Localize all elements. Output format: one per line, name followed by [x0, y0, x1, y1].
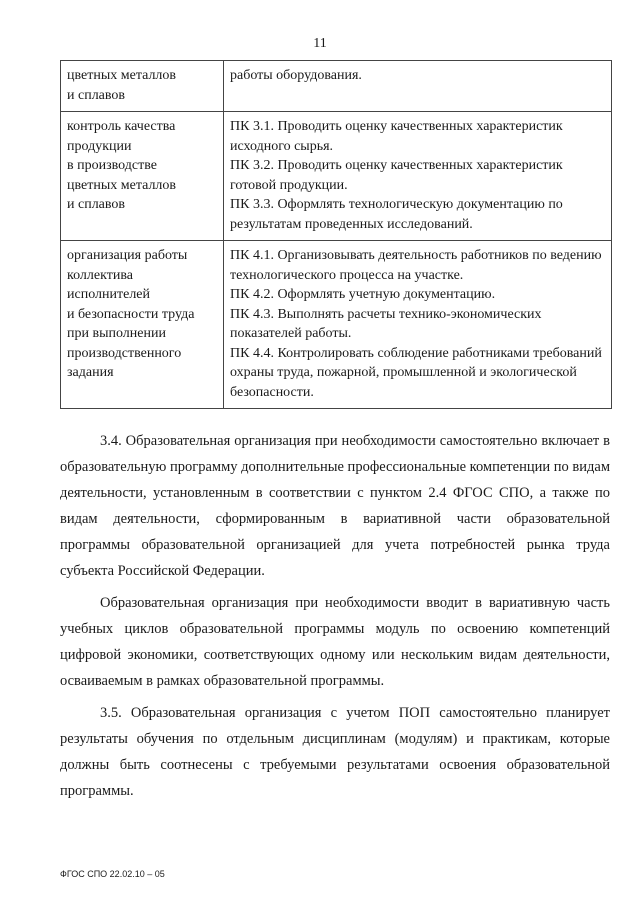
paragraph-text: 3.4. Образовательная организация при необходимости самостоятельно включает в образовательную программу дополнительные профессиональные компетенции по видам деятельности, установленным в соответствии с пунктом 2.4 ФГОС СПО, а также по видам деятельности, сформированным в вариативной части образовательной программы образовательной организацией для учета потребностей рынка труда субъекта Российской Федерации.	[60, 433, 610, 579]
competency-item: работы оборудования.	[230, 68, 362, 83]
table-row	[61, 241, 612, 409]
area-line: коллектива	[67, 267, 133, 283]
area-line: контроль качества	[67, 119, 176, 134]
area-line: организация работы	[67, 248, 188, 263]
paragraph-text: Образовательная организация при необходимости вводит в вариативную часть учебных циклов образовательной программы модуль по освоению компетенций цифровой экономики, соответствующих одному или нескольким видам деятельности, осваиваемым в рамках образовательной программы.	[60, 595, 610, 689]
body-text	[60, 428, 610, 810]
competency-item: ПК 3.2. Проводить оценку качественных характеристик готовой продукции.	[230, 158, 563, 193]
area-line: при выполнении	[67, 326, 166, 341]
paragraph-digital-economy	[60, 590, 610, 694]
competency-item: ПК 4.3. Выполнять расчеты технико-экономических показателей работы.	[230, 306, 542, 341]
competency-item: ПК 3.1. Проводить оценку качественных характеристик исходного сырья.	[230, 119, 563, 154]
area-line: продукции	[67, 138, 132, 154]
competency-item: ПК 4.4. Контролировать соблюдение работниками требований охраны труда, пожарной, промышленной и экологической безопасности.	[230, 345, 602, 400]
page-number: 11	[313, 36, 327, 51]
area-line: исполнителей	[67, 287, 151, 302]
area-line: задания	[67, 365, 114, 380]
paragraph-3-4	[60, 428, 610, 584]
footer-doc-code: ФГОС СПО 22.02.10 – 05	[60, 869, 165, 879]
area-line: и безопасности труда	[67, 306, 195, 322]
area-cell	[61, 112, 224, 241]
area-cell	[61, 61, 224, 112]
competencies-cell	[224, 241, 612, 409]
area-line: производственного	[67, 345, 182, 361]
paragraph-text: 3.5. Образовательная организация с учетом ПОП самостоятельно планирует результаты обучения по отдельным дисциплинам (модулям) и практикам, которые должны быть соотнесены с требуемыми результатами освоения образовательной программы.	[60, 705, 610, 799]
competency-item: ПК 4.1. Организовывать деятельность работников по ведению технологического процесса на участке.	[230, 248, 602, 283]
competency-item: ПК 4.2. Оформлять учетную документацию.	[230, 287, 496, 302]
area-line: цветных металлов	[67, 68, 177, 83]
paragraph-3-5	[60, 700, 610, 804]
area-cell	[61, 241, 224, 409]
competencies-cell	[224, 112, 612, 241]
table-row	[61, 112, 612, 241]
area-line: и сплавов	[67, 87, 126, 103]
table-row	[61, 61, 612, 112]
area-line: цветных металлов	[67, 177, 177, 193]
competencies-cell	[224, 61, 612, 112]
area-line: и сплавов	[67, 197, 126, 212]
competency-table	[60, 60, 612, 409]
competency-item: ПК 3.3. Оформлять технологическую документацию по результатам проведенных исследований.	[230, 197, 563, 232]
area-line: в производстве	[67, 158, 157, 173]
